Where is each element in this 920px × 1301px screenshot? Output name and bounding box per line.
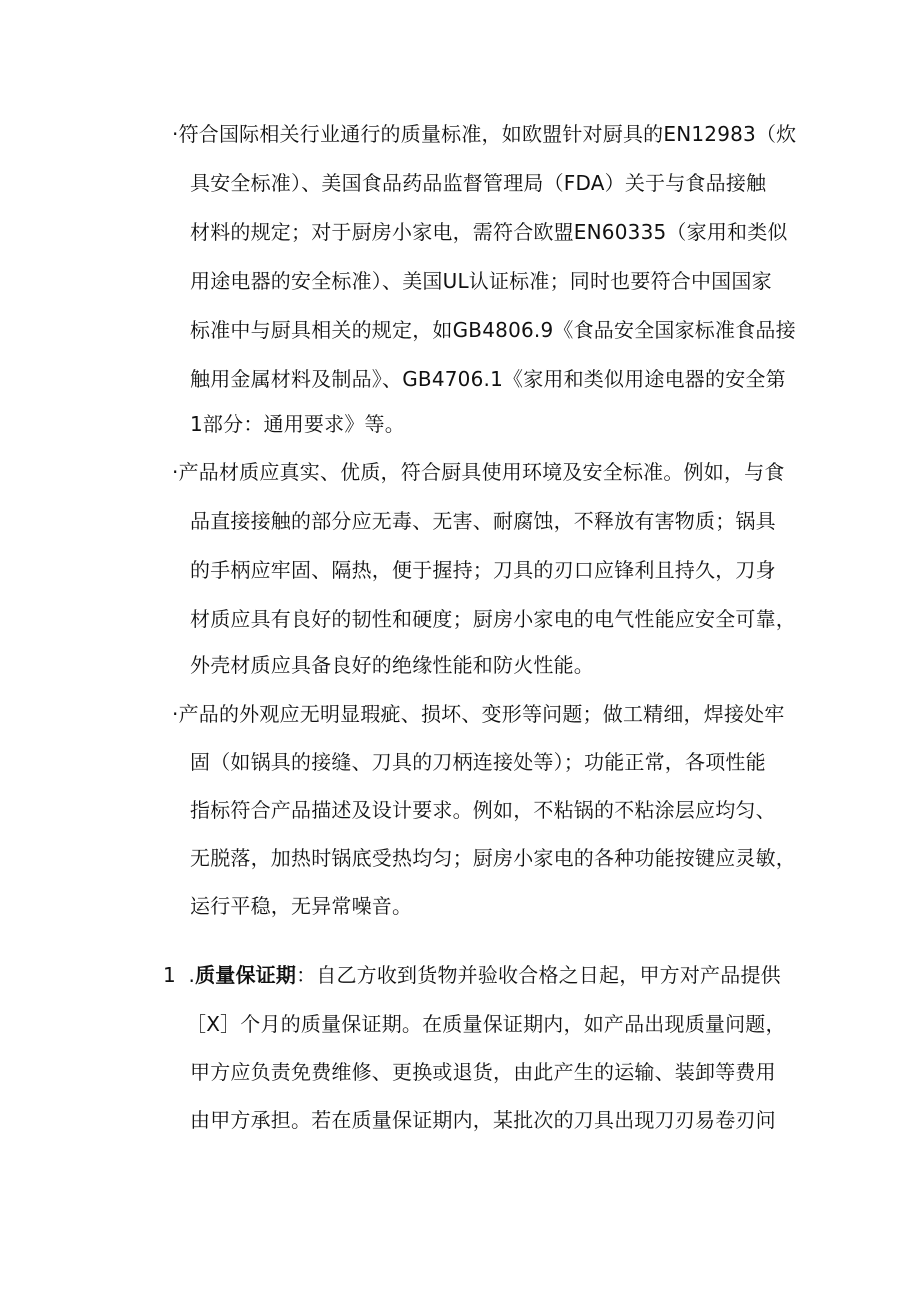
text-line: 材质应具有良好的韧性和硬度；厨房小家电的电气性能应安全可靠， — [190, 607, 796, 631]
text-line: 无脱落，加热时锅底受热均匀；厨房小家电的各种功能按键应灵敏， — [190, 846, 796, 870]
text-line: 具安全标准）、美国食品药品监督管理局（FDA）关于与食品接触 — [190, 171, 767, 195]
text-line: 符合国际相关行业通行的质量标准，如欧盟针对厨具的EN12983（炊 — [178, 122, 797, 146]
text-line: 1部分：通用要求》等。 — [190, 412, 405, 436]
text-line: 的手柄应牢固、隔热，便于握持；刀具的刃口应锋利且持久，刀身 — [190, 558, 776, 582]
text-line: 甲方应负责免费维修、更换或退货，由此产生的运输、装卸等费用 — [190, 1060, 776, 1084]
text-line: ［X］个月的质量保证期。在质量保证期内，如产品出现质量问题， — [186, 1012, 786, 1036]
clause-heading: 质量保证期 — [195, 963, 297, 987]
text-line: 外壳材质应具备良好的绝缘性能和防火性能。 — [190, 653, 594, 677]
text-line: 固（如锅具的接缝、刀具的刀柄连接处等）；功能正常，各项性能 — [190, 750, 766, 774]
text-line: 材料的规定；对于厨房小家电，需符合欧盟EN60335（家用和类似 — [190, 220, 788, 244]
text-line: ：自乙方收到货物并验收合格之日起，甲方对产品提供 — [296, 963, 781, 987]
text-line: 运行平稳，无异常噪音。 — [190, 894, 413, 918]
text-line: 指标符合产品描述及设计要求。例如，不粘锅的不粘涂层应均匀、 — [190, 798, 776, 822]
bullet-marker: · — [172, 460, 179, 484]
bullet-marker: · — [172, 702, 179, 726]
clause-dot: . — [188, 963, 196, 987]
text-line: 产品的外观应无明显瑕疵、损坏、变形等问题；做工精细，焊接处牢 — [178, 702, 785, 726]
text-line: 产品材质应真实、优质，符合厨具使用环境及安全标准。例如，与食 — [178, 460, 785, 484]
text-line: 品直接接触的部分应无毒、无害、耐腐蚀，不释放有害物质；锅具 — [190, 509, 776, 533]
text-line: 由甲方承担。若在质量保证期内，某批次的刀具出现刀刃易卷刃问 — [190, 1108, 776, 1132]
bullet-marker: · — [172, 122, 179, 146]
text-line: 标准中与厨具相关的规定，如GB4806.9《食品安全国家标准食品接 — [190, 318, 796, 342]
clause-number: 1 — [163, 963, 176, 987]
text-line: 触用金属材料及制品》、GB4706.1《家用和类似用途电器的安全第 — [190, 367, 786, 391]
text-line: 用途电器的安全标准）、美国UL认证标准；同时也要符合中国国家 — [190, 269, 772, 293]
